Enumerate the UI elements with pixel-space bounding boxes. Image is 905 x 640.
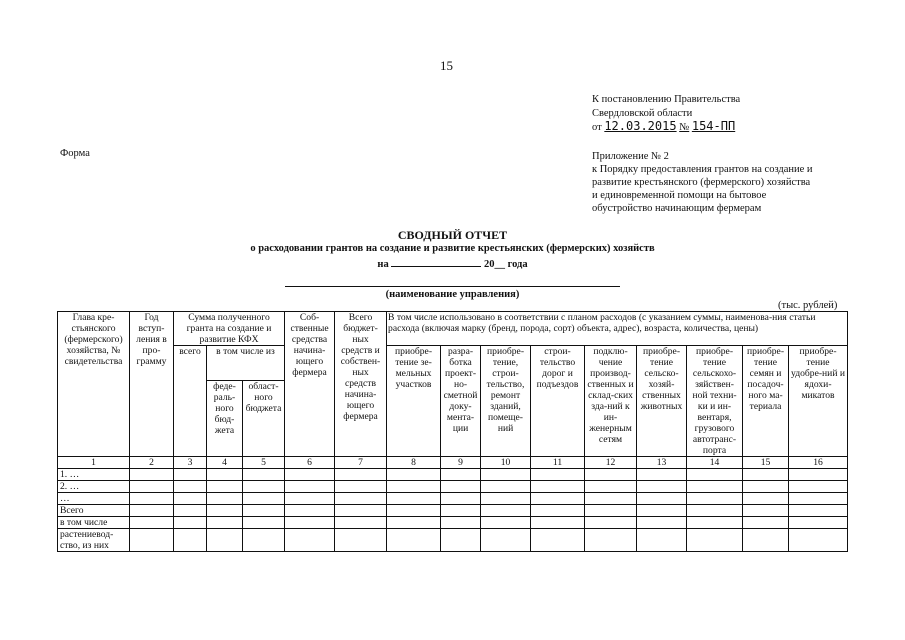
table-cell (285, 529, 335, 552)
table-cell (387, 529, 441, 552)
table-cell (285, 481, 335, 493)
header-fertilizers: приобре-тение удобре-ний и ядохи-микатов (789, 346, 848, 457)
department-blank-line (285, 286, 620, 287)
table-cell (243, 493, 285, 505)
col-number: 10 (481, 457, 531, 469)
header-own-funds: Соб-ственные средства начина-ющего фермера (285, 312, 335, 457)
table-cell (387, 505, 441, 517)
form-label: Форма (60, 148, 90, 159)
table-row (58, 493, 848, 505)
table-cell (174, 469, 207, 481)
table-cell (441, 481, 481, 493)
header-utilities: подклю-чение производ-ственных и склад-ских зда-ний к ин-женерным сетям (585, 346, 637, 457)
table-cell (789, 517, 848, 529)
table-cell (637, 517, 687, 529)
table-cell (585, 505, 637, 517)
header-design-docs: разра-ботка проект-но-сметной доку-мента-ции (441, 346, 481, 457)
table-cell (285, 469, 335, 481)
col-number: 4 (207, 457, 243, 469)
department-caption: (наименование управления) (385, 289, 520, 300)
table-cell (441, 505, 481, 517)
report-title: СВОДНЫЙ ОТЧЕТ (397, 228, 508, 242)
header-row-3 (58, 346, 848, 381)
decree-number-sign: № (679, 122, 690, 133)
header-grant-including: в том числе из (207, 346, 285, 381)
appendix-title: Приложение № 2 (592, 151, 669, 162)
table-cell (687, 505, 743, 517)
table-cell (743, 493, 789, 505)
table-cell (243, 529, 285, 552)
table-cell (130, 481, 174, 493)
header-grant-total: всего (174, 346, 207, 457)
table-cell (243, 469, 285, 481)
header-roads: строи-тельство дорог и подъездов (531, 346, 585, 457)
table-cell (174, 529, 207, 552)
table-cell (130, 493, 174, 505)
table-row (58, 517, 848, 529)
table-cell (130, 517, 174, 529)
row-label: … (58, 493, 130, 505)
table-cell (481, 529, 531, 552)
table-cell (585, 493, 637, 505)
table-cell (481, 481, 531, 493)
report-date-line (0, 256, 905, 272)
table-cell (335, 481, 387, 493)
row-label: растениевод-ство, из них (58, 529, 130, 552)
table-cell (789, 529, 848, 552)
table-cell (687, 529, 743, 552)
table-cell (637, 481, 687, 493)
table-cell (130, 469, 174, 481)
col-number: 8 (387, 457, 441, 469)
appendix-line-4: обустройство начинающим фермерам (592, 203, 762, 214)
table-cell (130, 529, 174, 552)
header-livestock: приобре-тение сельско-хозяй-ственных животных (637, 346, 687, 457)
table-cell (207, 529, 243, 552)
decree-line-1: К постановлению Правительства (592, 94, 741, 105)
table-cell (789, 469, 848, 481)
appendix-line-1: к Порядку предоставления грантов на создание и (592, 164, 813, 175)
table-cell (285, 517, 335, 529)
header-federal-budget: феде-раль-ного бюд-жета (207, 381, 243, 457)
table-cell (789, 493, 848, 505)
column-number-row (58, 457, 848, 469)
decree-date-line (592, 120, 740, 135)
table-cell (687, 469, 743, 481)
table-cell (687, 481, 743, 493)
table-cell (585, 469, 637, 481)
table-cell (207, 517, 243, 529)
table-cell (441, 517, 481, 529)
header-plan-usage: В том числе использовано в соответствии с планом расходов (с указанием суммы, наименова-ния статьи расхода (включая марку (бренд, порода, сорт) объекта, адрес), возраста, количества, цены) (387, 312, 848, 346)
appendix-block (592, 150, 862, 215)
page-number: 15 (440, 58, 453, 73)
col-number: 6 (285, 457, 335, 469)
table-cell (174, 517, 207, 529)
decree-line-2: Свердловской области (592, 107, 693, 119)
table-cell (285, 505, 335, 517)
appendix-line-2: развитие крестьянского (фермерского) хозяйства (592, 177, 811, 188)
appendix-line-3: и единовременной помощи на бытовое (592, 190, 767, 201)
table-cell (174, 481, 207, 493)
header-head-of-farm: Глава кре-стьянского (фермерского) хозяйства, № свидетельства (58, 312, 130, 457)
table-cell (207, 481, 243, 493)
header-grant-amount: Сумма полученного гранта на создание и развитие КФХ (174, 312, 285, 346)
table-cell (174, 493, 207, 505)
table-cell (387, 493, 441, 505)
table-cell (743, 529, 789, 552)
table-cell (531, 481, 585, 493)
header-year-joined: Год вступ-ления в про-грамму (130, 312, 174, 457)
report-date-blank (391, 256, 481, 267)
decree-prefix: от (592, 122, 602, 133)
table-cell (585, 481, 637, 493)
table-cell (637, 469, 687, 481)
table-cell (243, 481, 285, 493)
table-cell (637, 505, 687, 517)
report-heading (0, 228, 905, 272)
report-subtitle: о расходовании грантов на создание и развитие крестьянских (фермерских) хозяйств (250, 243, 655, 254)
table-cell (335, 493, 387, 505)
col-number: 16 (789, 457, 848, 469)
table-row (58, 469, 848, 481)
table-cell (335, 505, 387, 517)
table-cell (743, 505, 789, 517)
table-cell (207, 469, 243, 481)
table-cell (531, 469, 585, 481)
report-date-prefix: на (377, 259, 389, 270)
col-number: 9 (441, 457, 481, 469)
table-cell (531, 493, 585, 505)
row-label: в том числе (58, 517, 130, 529)
table-cell (335, 469, 387, 481)
table-cell (637, 493, 687, 505)
decree-number: 154-ПП (691, 119, 736, 133)
col-number: 1 (58, 457, 130, 469)
header-buildings: приобре-тение, строи-тельство, ремонт зданий, помеще-ний (481, 346, 531, 457)
table-cell (743, 481, 789, 493)
table-cell (441, 493, 481, 505)
table-cell (531, 529, 585, 552)
table-cell (585, 517, 637, 529)
table-row (58, 505, 848, 517)
col-number: 2 (130, 457, 174, 469)
table-cell (585, 529, 637, 552)
table-cell (285, 493, 335, 505)
row-label: 2. … (58, 481, 130, 493)
units-label: (тыс. рублей) (778, 300, 838, 311)
header-regional-budget: област-ного бюджета (243, 381, 285, 457)
col-number: 14 (687, 457, 743, 469)
table-cell (637, 529, 687, 552)
row-label: 1. … (58, 469, 130, 481)
col-number: 11 (531, 457, 585, 469)
header-seeds: приобре-тение семян и посадоч-ного ма-териала (743, 346, 789, 457)
table-cell (387, 517, 441, 529)
table-cell (687, 493, 743, 505)
col-number: 3 (174, 457, 207, 469)
data-rows (58, 469, 848, 552)
table-cell (387, 469, 441, 481)
col-number: 13 (637, 457, 687, 469)
table-cell (743, 517, 789, 529)
table-cell (207, 505, 243, 517)
table-cell (335, 529, 387, 552)
table-cell (243, 517, 285, 529)
table-cell (481, 517, 531, 529)
table-cell (789, 481, 848, 493)
header-total-funds: Всего бюджет-ных средств и собствен-ных средств начина-ющего фермера (335, 312, 387, 457)
col-number: 5 (243, 457, 285, 469)
table-cell (207, 493, 243, 505)
table-cell (481, 469, 531, 481)
table-cell (531, 505, 585, 517)
table-row (58, 529, 848, 552)
col-number: 15 (743, 457, 789, 469)
report-table (57, 311, 848, 552)
table-row (58, 481, 848, 493)
decree-date: 12.03.2015 (604, 119, 677, 133)
table-cell (243, 505, 285, 517)
col-number: 7 (335, 457, 387, 469)
table-cell (335, 517, 387, 529)
table-cell (531, 517, 585, 529)
table-cell (481, 493, 531, 505)
table-cell (481, 505, 531, 517)
table-cell (130, 505, 174, 517)
table-cell (441, 469, 481, 481)
decree-reference (592, 93, 740, 135)
header-land-purchase: приобре-тение зе-мельных участков (387, 346, 441, 457)
row-label: Всего (58, 505, 130, 517)
table-cell (789, 505, 848, 517)
report-date-year: 20__ года (483, 259, 528, 270)
table-cell (174, 505, 207, 517)
table-cell (387, 481, 441, 493)
col-number: 12 (585, 457, 637, 469)
table-cell (743, 469, 789, 481)
table-cell (441, 529, 481, 552)
table-cell (687, 517, 743, 529)
header-machinery: приобре-тение сельскохо-зяйствен-ной техни-ки и ин-вентаря, грузового автотранс-порта (687, 346, 743, 457)
